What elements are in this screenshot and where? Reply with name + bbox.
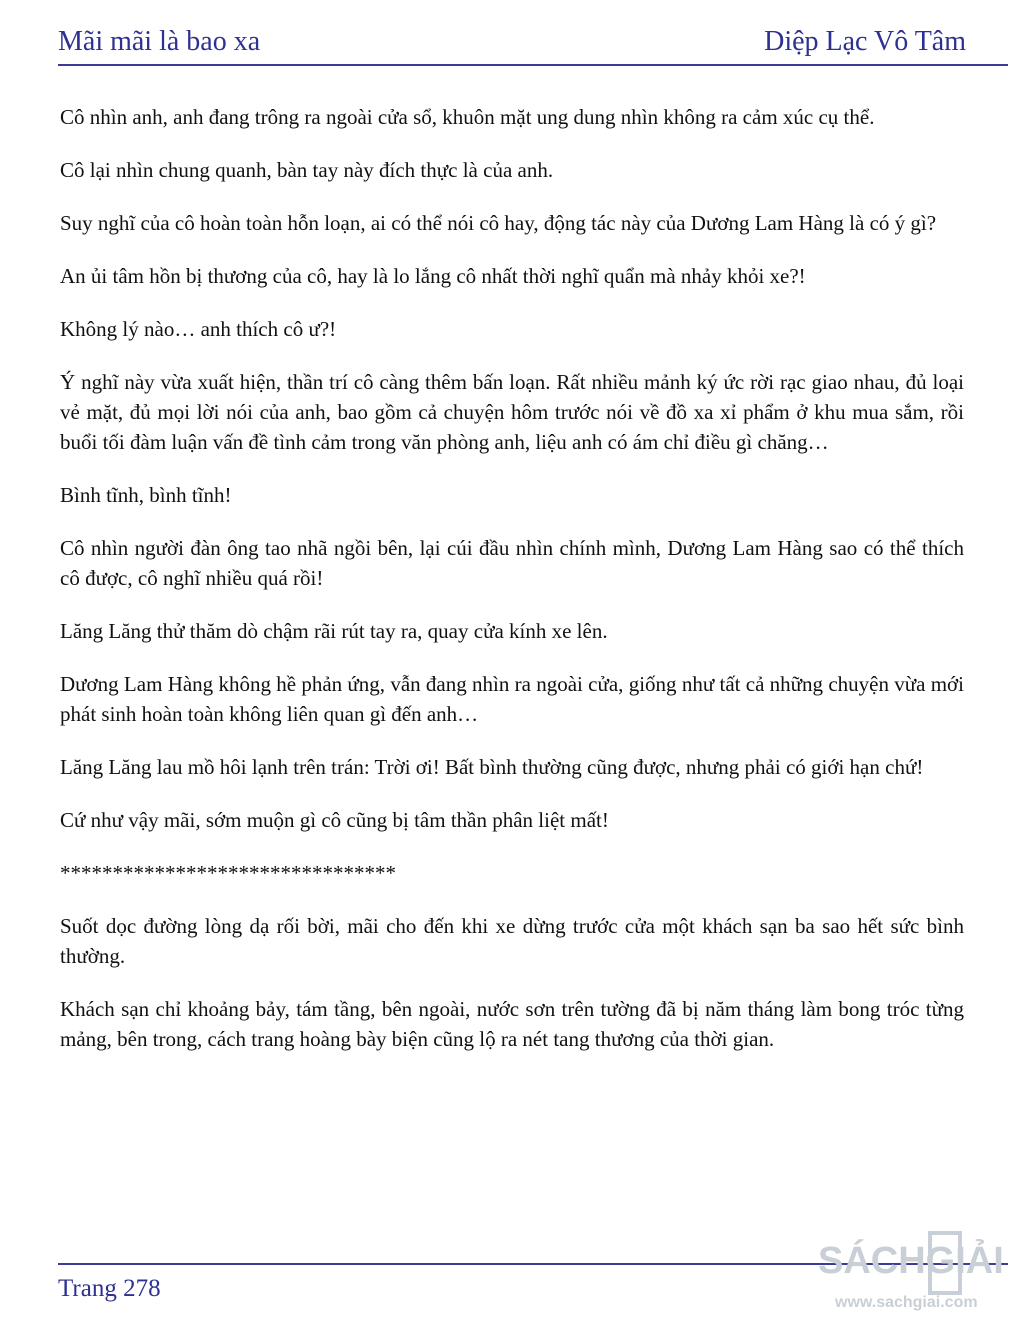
paragraph: Cô nhìn người đàn ông tao nhã ngồi bên, lại cúi đầu nhìn chính mình, Dương Lam Hàng sao có thể thích cô được, cô nghĩ nhiều quá rồi! — [60, 536, 964, 590]
book-title: Mãi mãi là bao xa — [58, 26, 261, 57]
header-divider — [58, 64, 1008, 66]
paragraph: Dương Lam Hàng không hề phản ứng, vẫn đang nhìn ra ngoài cửa, giống như tất cả những chuyện vừa mới phát sinh hoàn toàn không liên quan gì đến anh… — [60, 672, 964, 726]
paragraph: Không lý nào… anh thích cô ư?! — [60, 317, 337, 341]
page-body — [60, 102, 964, 1077]
author-name: Diệp Lạc Vô Tâm — [764, 26, 966, 57]
paragraph: Lăng Lăng lau mồ hôi lạnh trên trán: Trời ơi! Bất bình thường cũng được, nhưng phải có giới hạn chứ! — [60, 755, 924, 779]
watermark-logo — [818, 1227, 1024, 1297]
paragraph: Bình tĩnh, bình tĩnh! — [60, 483, 232, 507]
logo-text: SÁCHGIẢI — [818, 1240, 1004, 1282]
paragraph: Khách sạn chỉ khoảng bảy, tám tầng, bên ngoài, nước sơn trên tường đã bị năm tháng làm bong tróc từng mảng, bên trong, cách trang hoàng bày biện cũng lộ ra nét tang thương của thời gian. — [60, 997, 964, 1051]
paragraph: Cứ như vậy mãi, sớm muộn gì cô cũng bị tâm thần phân liệt mất! — [60, 808, 609, 832]
watermark-url: www.sachgiai.com — [835, 1294, 978, 1311]
paragraph: Suốt dọc đường lòng dạ rối bời, mãi cho đến khi xe dừng trước cửa một khách sạn ba sao hết sức bình thường. — [60, 914, 964, 968]
paragraph: Cô lại nhìn chung quanh, bàn tay này đích thực là của anh. — [60, 158, 554, 182]
paragraph: Lăng Lăng thử thăm dò chậm rãi rút tay ra, quay cửa kính xe lên. — [60, 619, 608, 643]
section-separator: ******************************** — [60, 861, 396, 885]
paragraph: Cô nhìn anh, anh đang trông ra ngoài cửa sổ, khuôn mặt ung dung nhìn không ra cảm xúc cụ thể. — [60, 105, 875, 129]
page-header — [0, 0, 1024, 66]
paragraph: Ý nghĩ này vừa xuất hiện, thần trí cô càng thêm bấn loạn. Rất nhiều mảnh ký ức rời rạc giao nhau, đủ loại vẻ mặt, đủ mọi lời nói của anh, bao gồm cả chuyện hôm trước nói về đồ xa xỉ phẩm ở khu mua sắm, rồi buổi tối đàm luận vấn đề tình cảm trong văn phòng anh, liệu anh có ám chỉ điều gì chăng… — [60, 370, 964, 454]
page-number: Trang 278 — [58, 1275, 161, 1302]
paragraph: An ủi tâm hồn bị thương của cô, hay là lo lắng cô nhất thời nghĩ quẩn mà nhảy khỏi xe?! — [60, 264, 806, 288]
paragraph: Suy nghĩ của cô hoàn toàn hỗn loạn, ai có thể nói cô hay, động tác này của Dương Lam Hàng là có ý gì? — [60, 211, 937, 235]
